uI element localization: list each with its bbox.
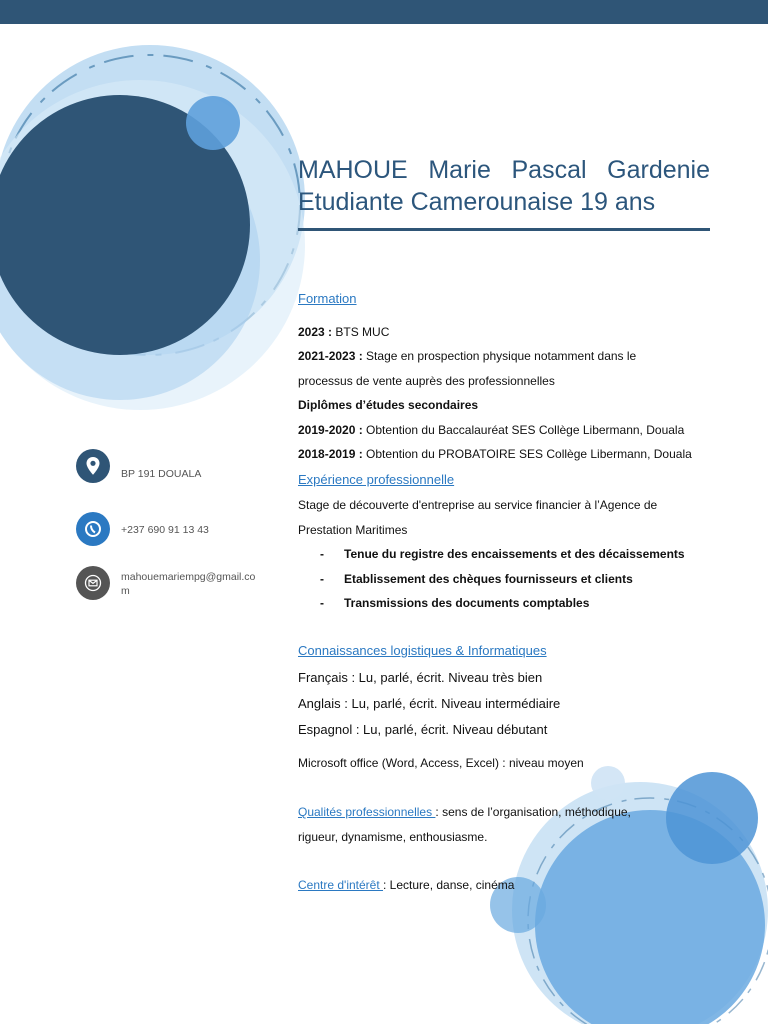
formation-item: 2021-2023 : Stage en prospection physique notamment dans le xyxy=(298,349,637,363)
deco-circle-small xyxy=(186,96,240,150)
language-item: Espagnol : Lu, parlé, écrit. Niveau débutant xyxy=(298,722,548,737)
experience-bullet: - Tenue du registre des encaissements et des décaissements xyxy=(320,547,685,561)
experience-intro: Prestation Maritimes xyxy=(298,523,408,537)
formation-item: processus de vente auprès des professionnelles xyxy=(298,374,555,388)
location-pin-icon xyxy=(76,449,110,483)
formation-item: Diplômes d’études secondaires xyxy=(298,398,479,412)
qualities-line: Qualités professionnelles : sens de l’organisation, méthodique, xyxy=(298,805,631,819)
experience-bullet: - Etablissement des chèques fournisseurs et clients xyxy=(320,572,633,586)
deco-circle-br-tiny xyxy=(591,766,625,800)
formation-item: 2019-2020 : Obtention du Baccalauréat SES Collège Libermann, Douala xyxy=(298,423,685,437)
formation-heading: Formation xyxy=(298,291,357,306)
language-item: Français : Lu, parlé, écrit. Niveau très bien xyxy=(298,670,543,685)
deco-circle-br-top xyxy=(666,772,758,864)
phone-icon xyxy=(76,512,110,546)
phone-text[interactable]: +237 690 91 13 43 xyxy=(121,524,209,536)
person-subtitle: Etudiante Camerounaise 19 ans xyxy=(298,188,656,216)
email-text[interactable]: mahouemariempg@gmail.com xyxy=(121,571,256,597)
experience-intro: Stage de découverte d'entreprise au service financier à l’Agence de xyxy=(298,498,658,512)
mail-icon xyxy=(76,566,110,600)
experience-bullet: - Transmissions des documents comptables xyxy=(320,596,590,610)
qualities-line-2: rigueur, dynamisme, enthousiasme. xyxy=(298,830,488,844)
address-text: BP 191 DOUALA xyxy=(121,468,202,480)
office-skill: Microsoft office (Word, Access, Excel) : niveau moyen xyxy=(298,756,584,770)
experience-heading: Expérience professionnelle xyxy=(298,472,455,487)
interests-heading: Centre d'intérêt xyxy=(298,878,384,892)
person-name: MAHOUE Marie Pascal Gardenie xyxy=(298,156,710,184)
skills-heading: Connaissances logistiques & Informatiques xyxy=(298,643,547,658)
title-rule xyxy=(298,228,710,231)
language-item: Anglais : Lu, parlé, écrit. Niveau intermédiaire xyxy=(298,696,561,711)
qualities-heading: Qualités professionnelles xyxy=(298,805,436,819)
interests-line: Centre d'intérêt : Lecture, danse, cinéma xyxy=(298,878,515,892)
formation-item: 2023 : BTS MUC xyxy=(298,325,390,339)
formation-item: 2018-2019 : Obtention du PROBATOIRE SES Collège Libermann, Douala xyxy=(298,447,692,461)
